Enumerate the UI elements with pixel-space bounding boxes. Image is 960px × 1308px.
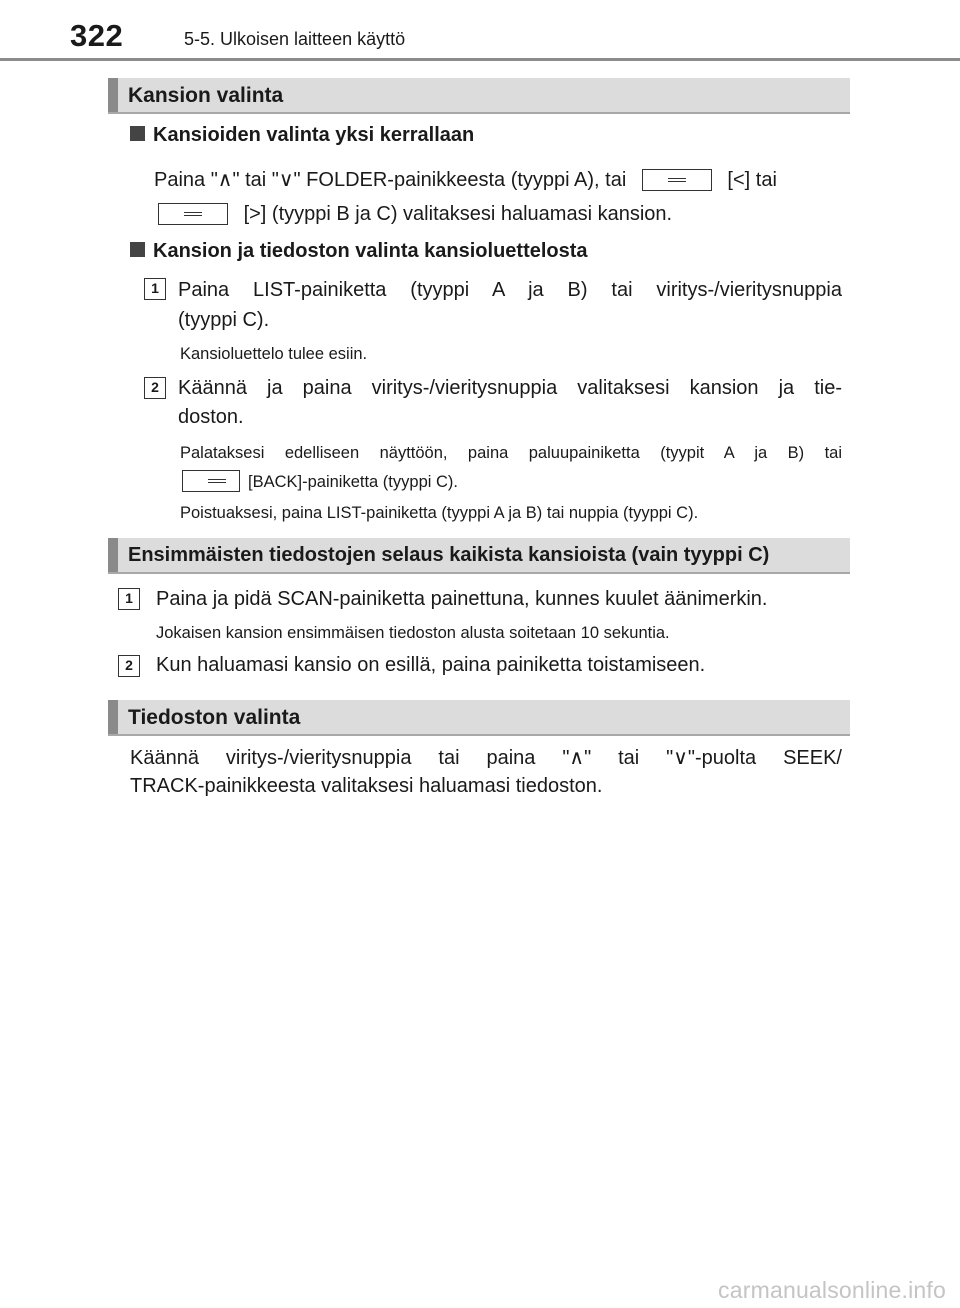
subheading-one-at-a-time — [130, 124, 474, 147]
square-bullet-icon — [130, 126, 145, 141]
step-text: Käännä ja paina viritys-/vieritysnuppia valitaksesi kansion ja tie- — [178, 377, 842, 399]
page-number: 322 — [70, 18, 124, 53]
step-text: Paina LIST-painiketta (tyyppi A ja B) tai viritys-/vieritysnuppia — [178, 279, 842, 301]
watermark: carmanualsonline.info — [718, 1277, 946, 1303]
section-header-tiedoston-valinta — [108, 700, 850, 736]
subheading-text: Kansion ja tiedoston valinta kansioluettelosta — [153, 240, 588, 262]
step-text: (tyyppi C). — [178, 309, 270, 331]
step-note: Kansioluettelo tulee esiin. — [180, 345, 368, 363]
step-number-1-badge: 1 — [118, 588, 140, 610]
paragraph-line — [158, 203, 672, 226]
step-note: Jokaisen kansion ensimmäisen tiedoston alusta soitetaan 10 sekuntia. — [156, 624, 670, 642]
section-title: Tiedoston valinta — [128, 706, 301, 729]
subheading-text: Kansioiden valinta yksi kerrallaan — [153, 124, 475, 146]
paragraph-text: [<] tai — [727, 169, 777, 191]
step-note: Palataksesi edelliseen näyttöön, paina paluupainiketta (tyypit A ja B) tai — [180, 444, 842, 462]
step-text: doston. — [178, 406, 244, 428]
section-accent — [108, 538, 118, 572]
paragraph-line: Käännä viritys-/vieritysnuppia tai paina "∧" tai "∨"-puolta SEEK/ — [130, 747, 842, 769]
paragraph-text: Paina "∧" tai "∨" FOLDER-painikkeesta (tyyppi A), tai — [154, 169, 627, 191]
chapter-title: 5-5. Ulkoisen laitteen käyttö — [184, 29, 406, 49]
subheading-folder-list — [130, 240, 588, 263]
paragraph-line: TRACK-painikkeesta valitaksesi haluamasi tiedoston. — [130, 775, 603, 797]
header-divider — [0, 58, 960, 61]
page-header — [0, 0, 960, 62]
paragraph-line — [154, 167, 777, 192]
paragraph-text: [>] (tyyppi B ja C) valitaksesi haluamasi kansion. — [243, 203, 673, 225]
back-button-icon — [182, 470, 240, 492]
section-accent — [108, 700, 118, 734]
section-accent — [108, 78, 118, 112]
folder-button-icon — [642, 169, 712, 191]
section-title: Ensimmäisten tiedostojen selaus kaikista kansioista (vain tyyppi C) — [128, 544, 770, 566]
section-title: Kansion valinta — [128, 84, 284, 107]
step-number-2-badge: 2 — [118, 655, 140, 677]
step-number-1-badge: 1 — [144, 278, 166, 300]
step-note: Poistuaksesi, paina LIST-painiketta (tyyppi A ja B) tai nuppia (tyyppi C). — [180, 504, 699, 522]
step-number-2-badge: 2 — [144, 377, 166, 399]
section-header-scan — [108, 538, 850, 574]
step-note — [182, 470, 458, 492]
folder-button-icon — [158, 203, 228, 225]
section-header-kansion-valinta — [108, 78, 850, 114]
step-text: Paina ja pidä SCAN-painiketta painettuna, kunnes kuulet äänimerkin. — [156, 588, 768, 610]
square-bullet-icon — [130, 242, 145, 257]
step-note-text: [BACK]-painiketta (tyyppi C). — [248, 473, 458, 491]
step-text: Kun haluamasi kansio on esillä, paina painiketta toistamiseen. — [156, 654, 706, 676]
